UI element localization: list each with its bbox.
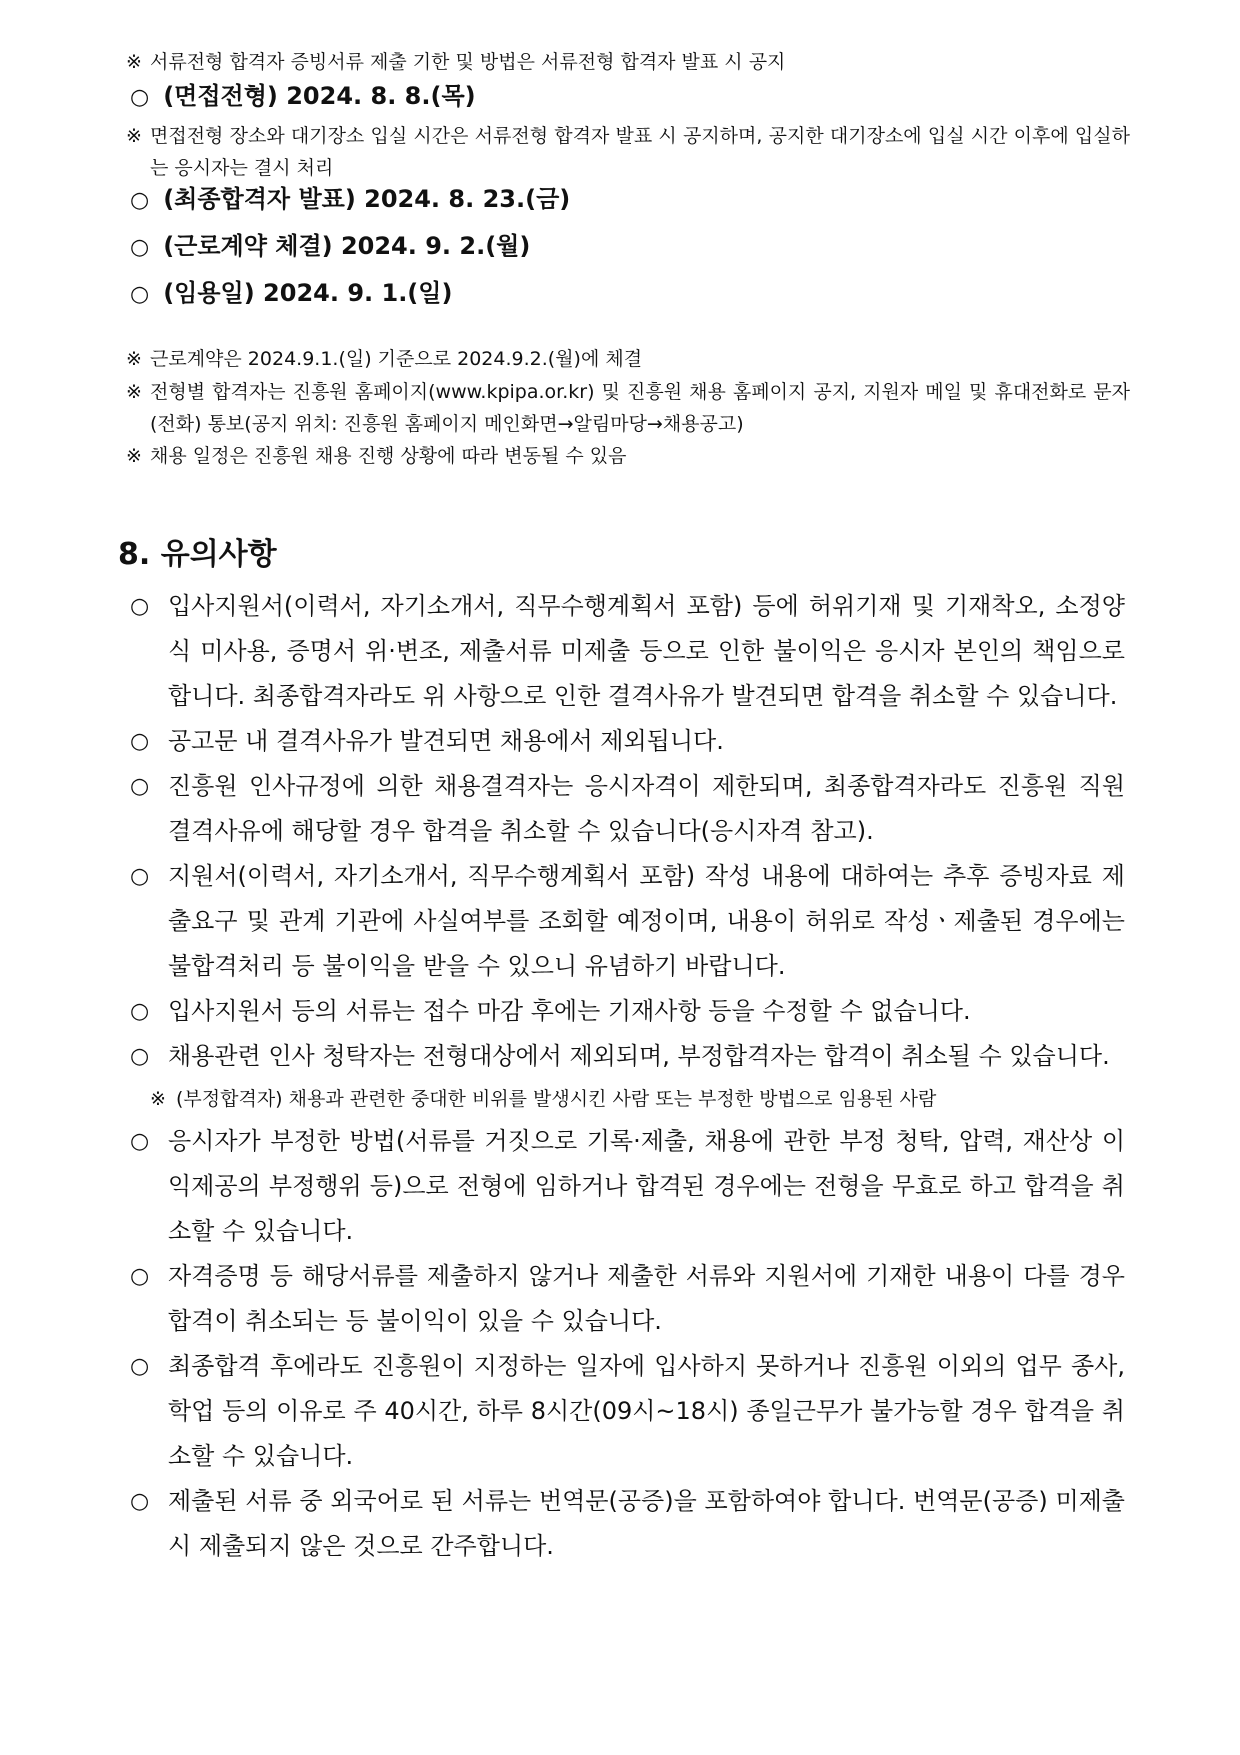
note-mark: ※: [126, 348, 142, 370]
section-title: 8. 유의사항: [118, 537, 277, 572]
note-text: 채용 일정은 진흥원 채용 진행 상황에 따라 변동될 수 있음: [150, 445, 627, 467]
item-text: 지원서(이력서, 자기소개서, 직무수행계획서 포함) 작성 내용에 대하여는 추후 증빙자료 제출요구 및 관계 기관에 사실여부를 조회할 예정이며, 내용이 허위로 작성ㆍ제출된 경우에는 불합격처리 등 불이익을 받을 수 있으니 유념하기 바랍니다.: [168, 862, 1125, 980]
schedule-appointment: [130, 275, 452, 313]
note-text: 면접전형 장소와 대기장소 입실 시간은 서류전형 합격자 발표 시 공지하며, 공지한 대기장소에 입실 시간 이후에 입실하는 응시자는 결시 처리: [150, 125, 1130, 179]
note-schedule-change: [126, 440, 1130, 472]
list-item: [130, 584, 1125, 719]
list-item: [130, 1034, 1125, 1079]
item-text: 최종합격 후에라도 진흥원이 지정하는 일자에 입사하지 못하거나 진흥원 이외의 업무 종사, 학업 등의 이유로 주 40시간, 하루 8시간(09시~18시) 종일근무가 불가능할 경우 합격을 취소할 수 있습니다.: [168, 1352, 1125, 1470]
bullet-circle: ○: [130, 1489, 150, 1514]
note-docs: [126, 46, 1130, 78]
item-text: 진흥원 인사규정에 의한 채용결격자는 응시자격이 제한되며, 최종합격자라도 진흥원 직원 결격사유에 해당할 경우 합격을 취소할 수 있습니다(응시자격 참고).: [168, 772, 1125, 845]
item-text: 입사지원서(이력서, 자기소개서, 직무수행계획서 포함) 등에 허위기재 및 기재착오, 소정양식 미사용, 증명서 위·변조, 제출서류 미제출 등으로 인한 불이익은 응시자 본인의 책임으로 합니다. 최종합격자라도 위 사항으로 인한 결격사유가 발견되면 합격을 취소할 수 있습니다.: [168, 592, 1125, 710]
list-item: [130, 719, 1125, 764]
bullet-circle: ○: [130, 774, 150, 799]
list-item: [130, 764, 1125, 854]
schedule-text: (최종합격자 발표) 2024. 8. 23.(금): [163, 185, 571, 213]
note-mark: ※: [126, 51, 142, 73]
list-item: [130, 1479, 1125, 1569]
item-text: 응시자가 부정한 방법(서류를 거짓으로 기록·제출, 채용에 관한 부정 청탁, 압력, 재산상 이익제공의 부정행위 등)으로 전형에 임하거나 합격된 경우에는 전형을 무효로 하고 합격을 취소할 수 있습니다.: [168, 1127, 1126, 1245]
item-text: 제출된 서류 중 외국어로 된 서류는 번역문(공증)을 포함하여야 합니다. 번역문(공증) 미제출시 제출되지 않은 것으로 간주합니다.: [168, 1487, 1125, 1560]
schedule-final: [130, 181, 570, 219]
bullet-circle: ○: [130, 1129, 150, 1154]
note-interview: [126, 120, 1130, 184]
fraud-definition-note: [130, 1079, 1125, 1119]
list-item: [130, 1254, 1125, 1344]
note-text: 서류전형 합격자 증빙서류 제출 기한 및 방법은 서류전형 합격자 발표 시 공지: [150, 51, 786, 73]
note-mark: ※: [126, 125, 142, 147]
schedule-text: (면접전형) 2024. 8. 8.(목): [163, 82, 476, 110]
note-announcement: [126, 376, 1130, 440]
bullet-circle: ○: [130, 235, 150, 260]
bullet-circle: ○: [130, 729, 150, 754]
note-contract: [126, 343, 1130, 375]
item-text: 자격증명 등 해당서류를 제출하지 않거나 제출한 서류와 지원서에 기재한 내용이 다를 경우 합격이 취소되는 등 불이익이 있을 수 있습니다.: [168, 1262, 1125, 1335]
note-text: (부정합격자) 채용과 관련한 중대한 비위를 발생시킨 사람 또는 부정한 방법으로 임용된 사람: [176, 1088, 937, 1110]
note-mark: ※: [150, 1088, 166, 1110]
bullet-circle: ○: [130, 864, 150, 889]
item-text: 입사지원서 등의 서류는 접수 마감 후에는 기재사항 등을 수정할 수 없습니다.: [168, 997, 971, 1025]
notice-list: [130, 584, 1125, 1569]
list-item: [130, 854, 1125, 989]
bullet-circle: ○: [130, 594, 150, 619]
bullet-circle: ○: [130, 1264, 150, 1289]
bullet-circle: ○: [130, 1044, 150, 1069]
bullet-circle: ○: [130, 1354, 150, 1379]
schedule-text: (임용일) 2024. 9. 1.(일): [163, 279, 453, 307]
note-mark: ※: [126, 445, 142, 467]
list-item: [130, 1344, 1125, 1479]
note-text: 근로계약은 2024.9.1.(일) 기준으로 2024.9.2.(월)에 체결: [150, 348, 643, 370]
list-item: [130, 1119, 1125, 1254]
bullet-circle: ○: [130, 85, 150, 110]
bullet-circle: ○: [130, 188, 150, 213]
bullet-circle: ○: [130, 999, 150, 1024]
schedule-text: (근로계약 체결) 2024. 9. 2.(월): [163, 232, 531, 260]
item-text: 공고문 내 결격사유가 발견되면 채용에서 제외됩니다.: [168, 727, 724, 755]
bullet-circle: ○: [130, 282, 150, 307]
schedule-interview: [130, 78, 476, 116]
item-text: 채용관련 인사 청탁자는 전형대상에서 제외되며, 부정합격자는 합격이 취소될 수 있습니다.: [168, 1042, 1110, 1070]
schedule-contract: [130, 228, 530, 266]
note-mark: ※: [126, 381, 142, 403]
note-text: 전형별 합격자는 진흥원 홈페이지(www.kpipa.or.kr) 및 진흥원 채용 홈페이지 공지, 지원자 메일 및 휴대전화로 문자(전화) 통보(공지 위치: 진흥원 홈페이지 메인화면→알림마당→채용공고): [150, 381, 1130, 435]
list-item: [130, 989, 1125, 1034]
